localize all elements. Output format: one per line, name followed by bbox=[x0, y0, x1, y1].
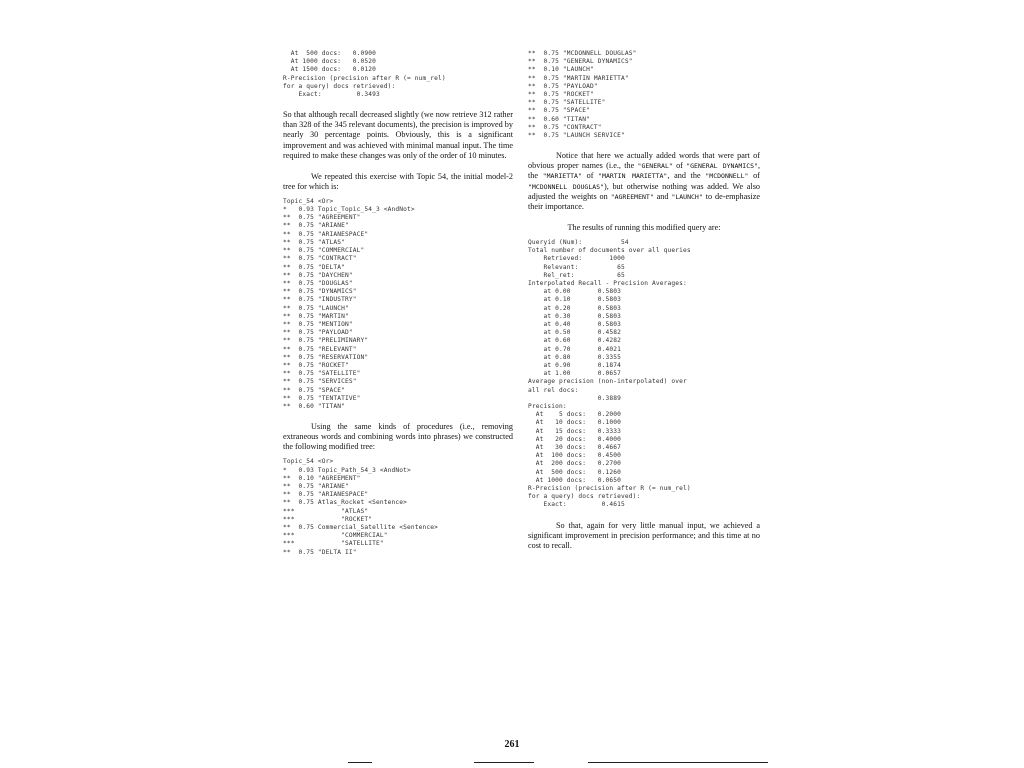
code-line: At 500 docs: 0.0900 bbox=[283, 50, 377, 57]
code-line: for a query) docs retrieved): bbox=[283, 82, 396, 90]
code-line: At 1000 docs: 0.0650 bbox=[528, 476, 622, 484]
code-line: at 0.00 0.5803 bbox=[528, 288, 622, 296]
inline-code: "GENERAL DYNAMICS" bbox=[686, 162, 758, 171]
code-line: Topic_54 <Or> bbox=[283, 458, 334, 466]
paragraph-proper-names bbox=[528, 151, 760, 212]
text-span: of bbox=[581, 171, 599, 181]
code-line: at 0.90 0.1874 bbox=[528, 361, 622, 369]
code-line: ** 0.75 "SATELLITE" bbox=[528, 99, 606, 107]
code-line: ** 0.75 "PAYLOAD" bbox=[283, 329, 353, 337]
query-tree-modified-continued bbox=[528, 50, 760, 140]
inline-code: "GENERAL" bbox=[637, 162, 673, 171]
code-line: Exact: 0.3493 bbox=[283, 91, 380, 99]
query-tree-modified bbox=[283, 458, 513, 556]
text-span: and bbox=[653, 191, 672, 201]
text-span: ), but otherwise nothing was added. We also adjusted the weights on bbox=[528, 181, 760, 201]
code-line: ** 0.75 "COMMERCIAL" bbox=[283, 247, 365, 255]
code-line: ** 0.75 "PRELIMINARY" bbox=[283, 337, 369, 345]
inline-code: "MARIETTA" bbox=[542, 172, 582, 181]
code-line: ** 0.75 "DYNAMICS" bbox=[283, 288, 357, 296]
code-line: ** 0.75 "ARIANE" bbox=[283, 222, 349, 230]
code-line: ** 0.75 "CONTRACT" bbox=[528, 123, 602, 131]
code-line: At 200 docs: 0.2700 bbox=[528, 460, 622, 468]
code-line: ** 0.75 "ROCKET" bbox=[528, 91, 594, 99]
inline-code: "MCDONNELL DOUGLAS" bbox=[528, 182, 604, 191]
code-line: Queryid (Num): 54 bbox=[528, 238, 629, 246]
paragraph-topic-54-intro: We repeated this exercise with Topic 54, the initial model-2 tree for which is: bbox=[283, 171, 513, 191]
code-line: at 0.80 0.3355 bbox=[528, 353, 622, 361]
text-span: to de-emphasize their importance. bbox=[528, 191, 760, 211]
code-line: ** 0.75 "SPACE" bbox=[528, 107, 591, 115]
code-line: At 15 docs: 0.3333 bbox=[528, 427, 622, 435]
code-line: ** 0.75 "RESERVATION" bbox=[283, 353, 369, 361]
evaluation-results-table bbox=[528, 239, 760, 510]
code-line: at 0.20 0.5803 bbox=[528, 304, 622, 312]
code-line: Retrieved: 1000 bbox=[528, 255, 625, 263]
code-line: ** 0.75 "ROCKET" bbox=[283, 361, 349, 369]
paragraph-conclusion: So that, again for very little manual input, we achieved a significant improvement in precision performance; and this time at no cost to recall. bbox=[528, 520, 760, 550]
code-line: all rel docs: bbox=[528, 386, 579, 394]
code-line: ** 0.75 "DAYCHEN" bbox=[283, 271, 353, 279]
paragraph-results-intro: The results of running this modified query are: bbox=[567, 222, 721, 232]
code-line: at 1.00 0.0657 bbox=[528, 370, 622, 378]
code-line: *** "ATLAS" bbox=[283, 507, 369, 515]
code-line: At 1500 docs: 0.0120 bbox=[283, 66, 377, 74]
code-line: ** 0.75 "PAYLOAD" bbox=[528, 82, 598, 90]
code-line: Interpolated Recall - Precision Averages: bbox=[528, 279, 687, 287]
code-line: ** 0.75 Commercial_Satellite <Sentence> bbox=[283, 524, 439, 532]
text-span: of bbox=[672, 161, 687, 171]
precision-table-continued bbox=[283, 50, 513, 99]
code-line: ** 0.75 "GENERAL DYNAMICS" bbox=[528, 58, 633, 66]
code-line: ** 0.75 "MARTIN MARIETTA" bbox=[528, 74, 629, 82]
code-line: ** 0.10 "LAUNCH" bbox=[528, 66, 594, 74]
code-line: 0.3889 bbox=[528, 394, 622, 402]
text-span: , the bbox=[528, 161, 760, 181]
paragraph-recall-precision: So that although recall decreased slightly (we now retrieve 312 rather than 328 of the 345 relevant documents), the precision is improved by nearly 30 percentage points. Obviously, this is a significant improvement and was achieved with minimal manual input. The time required to make these changes was only of the order of 10 minutes. bbox=[283, 110, 513, 160]
code-line: ** 0.75 Atlas_Rocket <Sentence> bbox=[283, 499, 408, 507]
code-line: ** 0.75 "DOUGLAS" bbox=[283, 279, 353, 287]
code-line: ** 0.75 "MARTIN" bbox=[283, 312, 349, 320]
code-line: ** 0.75 "ARIANESPACE" bbox=[283, 491, 369, 499]
code-line: *** "ROCKET" bbox=[283, 515, 373, 523]
inline-code: "LAUNCH" bbox=[671, 192, 703, 201]
text-span: , and the bbox=[667, 171, 706, 181]
code-line: ** 0.75 "CONTRACT" bbox=[283, 255, 357, 263]
code-line: At 20 docs: 0.4000 bbox=[528, 435, 622, 443]
code-line: ** 0.75 "LAUNCH SERVICE" bbox=[528, 132, 625, 140]
code-line: * 0.93 Topic_Topic_54_3 <AndNot> bbox=[283, 206, 415, 214]
code-line: At 5 docs: 0.2000 bbox=[528, 411, 622, 419]
code-line: at 0.30 0.5803 bbox=[528, 312, 622, 320]
code-line: ** 0.75 "TENTATIVE" bbox=[283, 394, 361, 402]
code-line: at 0.50 0.4582 bbox=[528, 329, 622, 337]
code-line: At 500 docs: 0.1260 bbox=[528, 468, 622, 476]
code-line: At 30 docs: 0.4667 bbox=[528, 443, 622, 451]
code-line: * 0.93 Topic_Path_54_3 <AndNot> bbox=[283, 466, 411, 474]
code-line: Total number of documents over all queries bbox=[528, 247, 691, 255]
code-line: At 100 docs: 0.4500 bbox=[528, 452, 622, 460]
code-line: *** "COMMERCIAL" bbox=[283, 532, 388, 540]
paragraph-modified-tree-intro: Using the same kinds of procedures (i.e., removing extraneous words and combining words into phrases) we constructed the following modified tree: bbox=[283, 422, 513, 452]
code-line: ** 0.75 "DELTA" bbox=[283, 263, 346, 271]
code-line: for a query) docs retrieved): bbox=[528, 493, 641, 501]
code-line: ** 0.75 "RELEVANT" bbox=[283, 345, 357, 353]
code-line: At 1000 docs: 0.0520 bbox=[283, 58, 377, 66]
code-line: ** 0.75 "SPACE" bbox=[283, 386, 346, 394]
right-column bbox=[528, 50, 760, 551]
code-line: *** "SATELLITE" bbox=[283, 540, 384, 548]
inline-code: "MCDONNELL" bbox=[705, 172, 749, 181]
code-line: ** 0.75 "AGREEMENT" bbox=[283, 214, 361, 222]
code-line: Rel_ret: 65 bbox=[528, 271, 625, 279]
code-line: ** 0.60 "TITAN" bbox=[283, 402, 346, 410]
left-column bbox=[283, 50, 513, 557]
code-line: Exact: 0.4615 bbox=[528, 501, 625, 509]
query-tree-initial bbox=[283, 198, 513, 411]
code-line: at 0.10 0.5803 bbox=[528, 296, 622, 304]
code-line: at 0.60 0.4282 bbox=[528, 337, 622, 345]
code-line: R-Precision (precision after R (= num_rel) bbox=[528, 484, 691, 492]
footer-rule bbox=[348, 762, 372, 763]
code-line: ** 0.75 "INDUSTRY" bbox=[283, 296, 357, 304]
code-line: ** 0.75 "DELTA II" bbox=[283, 548, 357, 556]
code-line: Precision: bbox=[528, 402, 567, 410]
code-line: R-Precision (precision after R (= num_rel) bbox=[283, 74, 446, 82]
code-line: ** 0.60 "TITAN" bbox=[528, 115, 591, 123]
text-span: Notice that here we actually added words that were part of obvious proper names (i.e., the bbox=[528, 151, 760, 171]
code-line: at 0.70 0.4021 bbox=[528, 345, 622, 353]
code-line: at 0.40 0.5803 bbox=[528, 320, 622, 328]
page-number: 261 bbox=[504, 739, 520, 750]
code-line: Average precision (non-interpolated) over bbox=[528, 378, 687, 386]
code-line: ** 0.75 "SATELLITE" bbox=[283, 370, 361, 378]
code-line: ** 0.75 "MCDONNELL DOUGLAS" bbox=[528, 50, 637, 57]
inline-code: "MARTIN MARIETTA" bbox=[598, 172, 668, 181]
code-line: ** 0.10 "AGREEMENT" bbox=[283, 474, 361, 482]
footer-rule bbox=[474, 762, 534, 763]
code-line: ** 0.75 "ARIANE" bbox=[283, 483, 349, 491]
code-line: ** 0.75 "ATLAS" bbox=[283, 238, 346, 246]
code-line: Topic_54 <Or> bbox=[283, 197, 334, 205]
code-line: Relevant: 65 bbox=[528, 263, 625, 271]
code-line: ** 0.75 "MENTION" bbox=[283, 320, 353, 328]
code-line: ** 0.75 "LAUNCH" bbox=[283, 304, 349, 312]
code-line: ** 0.75 "ARIANESPACE" bbox=[283, 230, 369, 238]
text-span: of bbox=[748, 171, 760, 181]
code-line: At 10 docs: 0.1000 bbox=[528, 419, 622, 427]
footer-rule bbox=[588, 762, 768, 763]
inline-code: "AGREEMENT" bbox=[610, 192, 654, 201]
code-line: ** 0.75 "SERVICES" bbox=[283, 378, 357, 386]
